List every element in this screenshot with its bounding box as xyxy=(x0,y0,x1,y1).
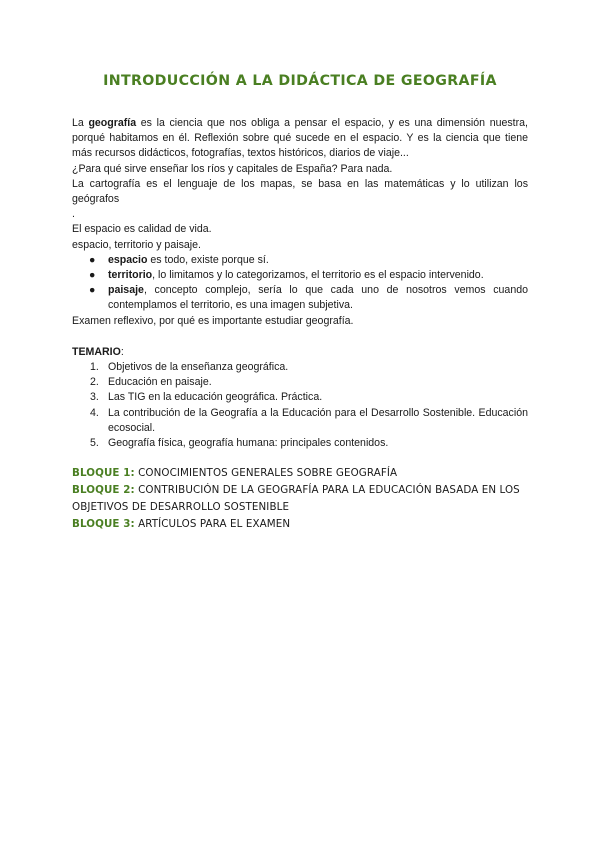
item-number: 3. xyxy=(90,391,99,404)
bullet-text: es todo, existe porque sí. xyxy=(147,253,269,266)
bloque-1 xyxy=(72,465,528,482)
list-item xyxy=(72,390,528,405)
bullet-icon: ● xyxy=(89,284,96,297)
intro-dot: . xyxy=(72,208,75,221)
item-number: 2. xyxy=(90,376,99,389)
bullet-term: territorio xyxy=(108,269,153,282)
bloque-label: BLOQUE 2: xyxy=(72,484,135,497)
list-item xyxy=(72,375,528,390)
bloque-2 xyxy=(72,482,528,516)
bloque-text: CONOCIMIENTOS GENERALES SOBRE GEOGRAFÍA xyxy=(134,467,398,480)
bullet-icon: ● xyxy=(89,253,96,266)
bloque-label: BLOQUE 3: xyxy=(72,518,135,531)
temario-list xyxy=(72,360,528,451)
exam-note: Examen reflexivo, por qué es importante estudiar geografía. xyxy=(72,314,354,327)
temario-heading xyxy=(72,345,528,360)
intro-concepts: espacio, territorio y paisaje. xyxy=(72,238,201,251)
item-text: Objetivos de la enseñanza geográfica. xyxy=(108,361,289,374)
document-body xyxy=(72,116,528,533)
bullet-term: espacio xyxy=(108,253,148,266)
list-item xyxy=(72,406,528,436)
bloque-3 xyxy=(72,516,528,533)
page-title: INTRODUCCIÓN A LA DIDÁCTICA DE GEOGRAFÍA xyxy=(103,73,497,89)
intro-question: ¿Para qué sirve enseñar los ríos y capitales de España? Para nada. xyxy=(72,162,393,175)
bullet-term: paisaje xyxy=(108,284,144,297)
bloque-text: ARTÍCULOS PARA EL EXAMEN xyxy=(134,518,291,531)
list-item xyxy=(72,268,528,283)
bloque-text: CONTRIBUCIÓN DE LA GEOGRAFÍA PARA LA EDUCACIÓN BASADA EN LOS OBJETIVOS DE DESARROLLO SOSTENIBLE xyxy=(72,484,520,514)
bullet-text: , lo limitamos y lo categorizamos, el territorio es el espacio intervenido. xyxy=(152,269,484,282)
item-number: 4. xyxy=(90,406,99,419)
intro-paragraph-geografia xyxy=(72,116,528,162)
bloques-section xyxy=(72,465,528,533)
temario-title: TEMARIO xyxy=(72,345,121,358)
intro-rest: es la ciencia que nos obliga a pensar el espacio, y es una dimensión nuestra, porqué habitamos en él. Reflexión sobre qué sucede en el espacio. Y es la ciencia que tiene más recursos didácticos, fotografías, textos históricos, diarios de viaje... xyxy=(72,117,528,160)
list-item xyxy=(72,253,528,268)
list-item xyxy=(72,360,528,375)
list-item xyxy=(72,436,528,451)
intro-cartografia: La cartografía es el lenguaje de los mapas, se basa en las matemáticas y lo utilizan los geógrafos xyxy=(72,177,528,206)
item-text: Geografía física, geografía humana: principales contenidos. xyxy=(108,437,389,450)
item-number: 1. xyxy=(90,361,99,374)
bullet-text: , concepto complejo, sería lo que cada uno de nosotros vemos cuando contemplamos el territorio, es una imagen subjetiva. xyxy=(108,284,528,312)
temario-colon: : xyxy=(120,345,124,358)
item-number: 5. xyxy=(90,437,99,450)
list-item xyxy=(72,283,528,313)
bullet-icon: ● xyxy=(89,269,96,282)
bloque-label: BLOQUE 1: xyxy=(72,467,135,480)
concepts-list xyxy=(72,253,528,314)
item-text: La contribución de la Geografía a la Educación para el Desarrollo Sostenible. Educación ecosocial. xyxy=(108,406,528,434)
term-geografia: geografía xyxy=(88,117,137,129)
intro-calidad-vida: El espacio es calidad de vida. xyxy=(72,223,212,236)
intro-prefix: La xyxy=(72,117,89,129)
item-text: Educación en paisaje. xyxy=(108,376,212,389)
item-text: Las TIG en la educación geográfica. Práctica. xyxy=(108,391,323,404)
